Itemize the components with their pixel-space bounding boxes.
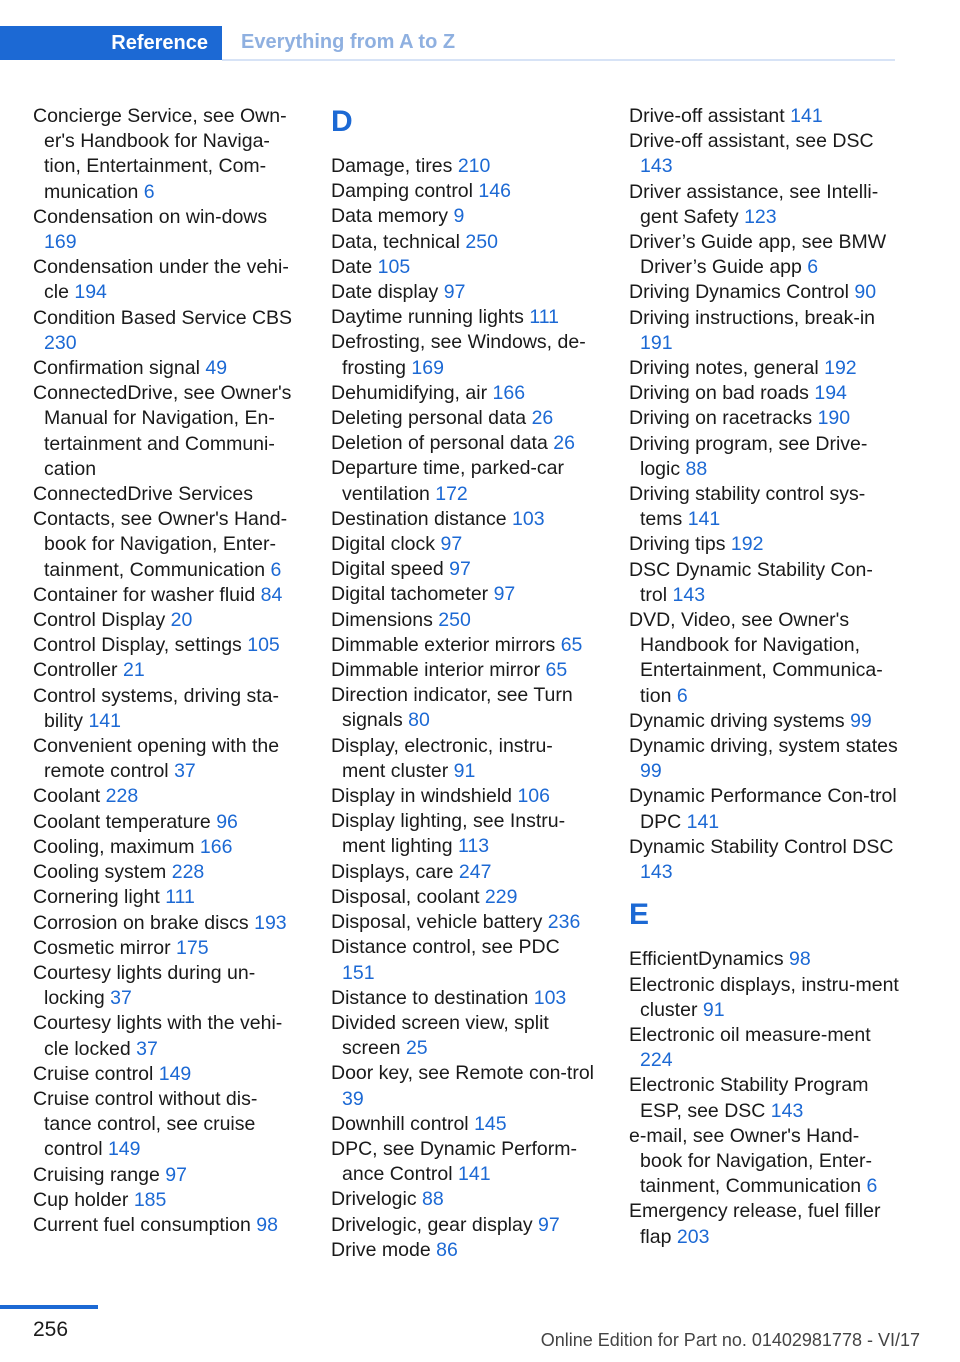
index-entry bbox=[331, 230, 596, 255]
index-entry bbox=[33, 255, 298, 305]
page-reference-link[interactable]: 228 bbox=[171, 861, 205, 884]
index-entry-text: Cosmetic mirror bbox=[33, 936, 171, 959]
page-reference-link[interactable]: 111 bbox=[529, 306, 559, 329]
index-entry-text: Distance control, see PDC bbox=[331, 936, 560, 959]
index-entry-text: Controller bbox=[33, 659, 118, 682]
index-entry-text: Driving program, see Drive-logic bbox=[629, 432, 868, 480]
index-entry bbox=[331, 582, 596, 607]
index-entry-text: Dimmable interior mirror bbox=[331, 659, 541, 682]
page-reference-link[interactable]: 97 bbox=[165, 1163, 187, 1186]
index-entry-text: Control systems, driving sta-bility bbox=[33, 684, 279, 732]
index-entry-text: Digital tachometer bbox=[331, 583, 489, 606]
index-entry bbox=[331, 608, 596, 633]
index-entry-text: Driving Dynamics Control bbox=[629, 281, 849, 304]
index-entry-text: Drive-off assistant, see DSC bbox=[629, 130, 874, 153]
index-entry bbox=[33, 356, 298, 381]
index-entry bbox=[33, 936, 298, 961]
page-reference-link[interactable]: 96 bbox=[216, 810, 238, 833]
index-entry bbox=[629, 180, 899, 230]
index-entry-text: Disposal, coolant bbox=[331, 885, 480, 908]
index-entry bbox=[331, 860, 596, 885]
index-entry bbox=[331, 456, 596, 506]
index-entry-text: Dimmable exterior mirrors bbox=[331, 633, 556, 656]
page-reference-link[interactable]: 6 bbox=[676, 684, 688, 707]
page-number: 256 bbox=[33, 1318, 69, 1341]
page-reference-link[interactable]: 175 bbox=[176, 936, 209, 959]
index-entry-text: Disposal, vehicle battery bbox=[331, 911, 543, 934]
index-entry-text: Damage, tires bbox=[331, 155, 453, 177]
index-entry bbox=[331, 280, 596, 305]
page-reference-link[interactable]: 149 bbox=[107, 1138, 141, 1161]
chapter-title: Everything from A to Z bbox=[241, 31, 456, 53]
index-entry bbox=[331, 1061, 596, 1111]
index-entry bbox=[629, 280, 899, 305]
index-entry-text: Dehumidifying, air bbox=[331, 381, 488, 404]
page-reference-link[interactable]: 86 bbox=[436, 1238, 458, 1261]
page-reference-link[interactable]: 97 bbox=[493, 583, 516, 606]
page-reference-link[interactable]: 97 bbox=[443, 281, 466, 304]
index-entry-text: Date bbox=[331, 255, 373, 278]
index-entry-text: DSC Dynamic Stability Con-trol bbox=[629, 558, 873, 606]
page-reference-link[interactable]: 91 bbox=[453, 759, 476, 782]
index-entry-text: Driving notes, general bbox=[629, 357, 819, 380]
page-reference-link[interactable]: 192 bbox=[730, 533, 764, 556]
index-entry bbox=[331, 330, 596, 380]
index-entry-text: Driving on bad roads bbox=[629, 382, 809, 405]
index-entry-text: Deletion of personal data bbox=[331, 432, 548, 455]
page-reference-link[interactable]: 192 bbox=[824, 357, 857, 380]
index-entry bbox=[331, 633, 596, 658]
index-entry bbox=[629, 947, 899, 972]
page-reference-link[interactable]: 190 bbox=[817, 407, 851, 430]
page-reference-link[interactable]: 149 bbox=[158, 1062, 192, 1085]
index-entry-text: Dynamic Performance Con-trol DPC bbox=[629, 785, 897, 833]
page-reference-link[interactable]: 105 bbox=[377, 255, 411, 278]
page-reference-link[interactable]: 141 bbox=[790, 105, 823, 127]
page-reference-link[interactable]: 37 bbox=[174, 760, 196, 783]
index-entry-text: Courtesy lights during un-locking bbox=[33, 961, 256, 1010]
page-reference-link[interactable]: 166 bbox=[199, 835, 233, 858]
page-reference-link[interactable]: 103 bbox=[533, 986, 567, 1009]
page-reference-link[interactable]: 247 bbox=[458, 860, 492, 883]
index-entry-text: Electronic oil measure-ment bbox=[629, 1023, 871, 1046]
footer-accent-line bbox=[0, 1305, 98, 1309]
page-reference-link[interactable]: 6 bbox=[143, 180, 155, 203]
index-entry bbox=[629, 230, 899, 280]
index-entry-text: Data memory bbox=[331, 205, 449, 228]
page-reference-link[interactable]: 97 bbox=[449, 558, 471, 581]
index-entry bbox=[629, 306, 899, 356]
index-entry bbox=[33, 608, 298, 633]
page-reference-link[interactable]: 26 bbox=[553, 432, 575, 455]
index-column-3 bbox=[629, 104, 899, 1250]
index-entry bbox=[33, 1062, 298, 1087]
page-reference-link[interactable]: 193 bbox=[254, 911, 287, 934]
index-entry bbox=[33, 381, 298, 482]
page-reference-link[interactable]: 88 bbox=[422, 1188, 444, 1211]
page-reference-link[interactable]: 210 bbox=[457, 155, 491, 177]
page-reference-link[interactable]: 143 bbox=[640, 155, 673, 178]
index-entry bbox=[331, 885, 596, 910]
index-entry bbox=[331, 809, 596, 859]
index-entry bbox=[331, 1187, 596, 1212]
index-entry-text: Distance to destination bbox=[331, 986, 529, 1009]
index-entry bbox=[33, 583, 298, 608]
index-entry-text: Deleting personal data bbox=[331, 407, 527, 430]
page-reference-link[interactable]: 6 bbox=[807, 256, 819, 279]
index-entry-text: Driver assistance, see Intelli-gent Safety bbox=[629, 180, 879, 228]
index-entry bbox=[33, 885, 298, 910]
page-reference-link[interactable]: 9 bbox=[453, 205, 465, 228]
index-entry-text: Display in windshield bbox=[331, 785, 513, 808]
index-entry bbox=[331, 381, 596, 406]
index-entry-text: Dynamic driving systems bbox=[629, 709, 845, 732]
index-entry-text: Convenient opening with the remote control bbox=[33, 735, 280, 783]
index-entry bbox=[331, 431, 596, 456]
index-entry bbox=[629, 104, 899, 129]
index-entry bbox=[629, 835, 899, 885]
index-column-1 bbox=[33, 104, 298, 1238]
index-entry bbox=[331, 1112, 596, 1137]
index-entry bbox=[33, 1011, 298, 1061]
index-entry-text: Driving on racetracks bbox=[629, 407, 813, 430]
index-entry-text: Damping control bbox=[331, 180, 473, 203]
index-entry-text: Drivelogic bbox=[331, 1188, 417, 1211]
index-entry-text: e-mail, see Owner's Hand-book for Navigation, Enter-tainment, Communication bbox=[629, 1124, 872, 1198]
index-letter-heading: D bbox=[331, 105, 353, 138]
index-entry-text: Confirmation signal bbox=[33, 357, 200, 380]
page-reference-link[interactable]: 123 bbox=[744, 205, 777, 228]
page-reference-link[interactable]: 20 bbox=[170, 609, 193, 632]
page-reference-link[interactable]: 143 bbox=[672, 583, 706, 606]
page-reference-link[interactable]: 169 bbox=[44, 231, 77, 254]
index-entry bbox=[629, 129, 899, 179]
index-entry bbox=[629, 973, 899, 1023]
index-entry bbox=[33, 1087, 298, 1163]
index-entry bbox=[629, 784, 899, 834]
index-entry bbox=[33, 835, 298, 860]
page-reference-link[interactable]: 80 bbox=[408, 709, 430, 732]
page-reference-link[interactable]: 146 bbox=[478, 180, 511, 203]
index-entry bbox=[629, 1124, 899, 1200]
index-entry-text: Date display bbox=[331, 281, 439, 304]
index-entry-text: Coolant bbox=[33, 785, 101, 808]
index-entry-text: Cruise control bbox=[33, 1062, 154, 1085]
page-reference-link[interactable]: 228 bbox=[105, 785, 139, 808]
index-entry bbox=[629, 1073, 899, 1123]
index-entry bbox=[33, 658, 298, 683]
index-entry-text: Control Display, settings bbox=[33, 634, 242, 657]
index-entry-text: Condensation under the vehi-cle bbox=[33, 256, 289, 304]
index-entry bbox=[331, 1011, 596, 1061]
page-reference-link[interactable]: 37 bbox=[136, 1037, 158, 1060]
index-entry bbox=[33, 1163, 298, 1188]
index-entry-text: Electronic Stability Program ESP, see DSC bbox=[629, 1074, 869, 1122]
index-entry bbox=[331, 179, 596, 204]
page-reference-link[interactable]: 151 bbox=[342, 961, 375, 984]
page-reference-link[interactable]: 65 bbox=[545, 659, 568, 682]
index-entry-text: Cruising range bbox=[33, 1163, 160, 1186]
index-entry bbox=[33, 734, 298, 784]
index-entry bbox=[629, 406, 899, 431]
index-entry bbox=[33, 104, 298, 205]
index-entry-text: Coolant temperature bbox=[33, 810, 211, 833]
index-entry bbox=[331, 658, 596, 683]
page-reference-link[interactable]: 194 bbox=[814, 382, 847, 405]
index-entry-text: Concierge Service, see Own-er's Handbook for Naviga-tion, Entertainment, Com-munication bbox=[33, 105, 287, 203]
index-entry-text: Divided screen view, split screen bbox=[331, 1011, 549, 1060]
page-reference-link[interactable]: 39 bbox=[342, 1087, 364, 1110]
index-entry-text: Dynamic driving, system states bbox=[629, 735, 898, 758]
index-entry bbox=[629, 432, 899, 482]
index-entry bbox=[331, 683, 596, 733]
index-entry bbox=[629, 558, 899, 608]
index-entry-text: Driver’s Guide app, see BMW Driver’s Guide app bbox=[629, 231, 887, 279]
index-entry-text: DPC, see Dynamic Perform-ance Control bbox=[331, 1137, 577, 1186]
index-column-2 bbox=[331, 104, 596, 1263]
index-entry bbox=[331, 305, 596, 330]
page-reference-link[interactable]: 105 bbox=[247, 634, 280, 657]
index-entry bbox=[331, 734, 596, 784]
page-reference-link[interactable]: 98 bbox=[789, 948, 811, 971]
page-reference-link[interactable]: 103 bbox=[512, 507, 545, 530]
index-entry bbox=[629, 381, 899, 406]
index-entry bbox=[33, 633, 298, 658]
page-reference-link[interactable]: 172 bbox=[435, 482, 468, 505]
page-reference-link[interactable]: 37 bbox=[110, 987, 132, 1010]
index-entry-text: Emergency release, fuel filler flap bbox=[629, 1200, 881, 1248]
index-entry-text: Cruise control without dis-tance control, see cruise control bbox=[33, 1087, 258, 1161]
index-entry bbox=[33, 784, 298, 809]
index-entry-text: Courtesy lights with the vehi-cle locked bbox=[33, 1012, 283, 1060]
index-entry bbox=[629, 356, 899, 381]
index-entry-text: Daytime running lights bbox=[331, 306, 524, 329]
index-entry-text: Drive mode bbox=[331, 1238, 431, 1261]
page-reference-link[interactable]: 111 bbox=[165, 886, 195, 909]
page-reference-link[interactable]: 6 bbox=[866, 1175, 878, 1198]
page-reference-link[interactable]: 65 bbox=[560, 633, 583, 656]
index-entry bbox=[629, 734, 899, 784]
page-reference-link[interactable]: 143 bbox=[770, 1099, 804, 1122]
index-entry-text: Cornering light bbox=[33, 886, 160, 909]
page-header bbox=[0, 0, 895, 62]
page-reference-link[interactable]: 97 bbox=[538, 1213, 560, 1236]
index-entry-text: Cup holder bbox=[33, 1188, 129, 1211]
index-entry-text: Direction indicator, see Turn signals bbox=[331, 684, 573, 732]
index-entry-text: Condition Based Service CBS bbox=[33, 306, 293, 329]
page-reference-link[interactable]: 141 bbox=[88, 709, 121, 732]
index-entry bbox=[629, 532, 899, 557]
index-entry bbox=[331, 986, 596, 1011]
index-entry-text: Dynamic Stability Control DSC bbox=[629, 835, 894, 858]
index-entry bbox=[331, 935, 596, 985]
index-entry bbox=[629, 1199, 899, 1249]
page-reference-link[interactable]: 230 bbox=[44, 331, 77, 354]
index-entry bbox=[33, 306, 298, 356]
index-entry-text: Digital speed bbox=[331, 558, 444, 581]
index-entry-text: Contacts, see Owner's Hand-book for Navigation, Enter-tainment, Communication bbox=[33, 508, 288, 581]
index-entry bbox=[629, 709, 899, 734]
page-reference-link[interactable]: 166 bbox=[492, 381, 526, 404]
page-reference-link[interactable]: 145 bbox=[474, 1112, 507, 1135]
page-reference-link[interactable]: 98 bbox=[256, 1213, 278, 1236]
index-entry bbox=[331, 784, 596, 809]
index-entry-text: Corrosion on brake discs bbox=[33, 911, 249, 934]
index-entry bbox=[331, 204, 596, 229]
index-entry bbox=[331, 557, 596, 582]
index-entry-text: Data, technical bbox=[331, 230, 460, 253]
index-entry bbox=[33, 205, 298, 255]
index-entry bbox=[331, 1213, 596, 1238]
page-reference-link[interactable]: 90 bbox=[854, 281, 877, 304]
index-entry bbox=[331, 532, 596, 557]
index-entry-text: DVD, Video, see Owner's Handbook for Navigation, Entertainment, Communica-tion bbox=[629, 609, 883, 707]
page-reference-link[interactable]: 224 bbox=[640, 1049, 673, 1072]
index-entry bbox=[33, 1188, 298, 1213]
page-reference-link[interactable]: 49 bbox=[205, 357, 228, 380]
index-entry bbox=[331, 507, 596, 532]
index-entry-text: Driving stability control sys-tems bbox=[629, 483, 866, 531]
page-reference-link[interactable]: 99 bbox=[850, 709, 872, 732]
index-entry-text: Drive-off assistant bbox=[629, 105, 785, 127]
page-reference-link[interactable]: 91 bbox=[702, 998, 725, 1021]
index-entry bbox=[629, 1023, 899, 1073]
index-entry bbox=[331, 910, 596, 935]
page-reference-link[interactable]: 6 bbox=[270, 558, 282, 581]
header-divider bbox=[222, 59, 895, 61]
page-reference-link[interactable]: 25 bbox=[405, 1037, 428, 1060]
section-gap bbox=[629, 885, 899, 897]
index-entry bbox=[331, 406, 596, 431]
index-entry-text: Digital clock bbox=[331, 533, 436, 556]
index-entry-text: Driving instructions, break-in bbox=[629, 306, 876, 329]
index-entry-text: EfficientDynamics bbox=[629, 948, 784, 971]
page-reference-link[interactable]: 236 bbox=[547, 911, 581, 934]
page-reference-link[interactable]: 141 bbox=[458, 1163, 491, 1186]
index-entry-text: Cooling system bbox=[33, 861, 167, 884]
page-reference-link[interactable]: 84 bbox=[260, 583, 283, 606]
index-entry-text: Display, electronic, instru-ment cluster bbox=[331, 734, 553, 782]
index-entry bbox=[629, 608, 899, 709]
index-entry bbox=[629, 482, 899, 532]
index-entry-text: Displays, care bbox=[331, 860, 454, 883]
index-entry-text: Condensation on win-dows bbox=[33, 205, 268, 228]
index-entry-text: Cooling, maximum bbox=[33, 835, 195, 858]
page-reference-link[interactable]: 203 bbox=[676, 1225, 710, 1248]
page-reference-link[interactable]: 194 bbox=[74, 281, 107, 304]
index-entry bbox=[331, 154, 596, 179]
index-entry bbox=[33, 684, 298, 734]
index-entry bbox=[33, 482, 298, 507]
index-entry bbox=[33, 507, 298, 583]
index-entry-text: Downhill control bbox=[331, 1112, 469, 1135]
page-reference-link[interactable]: 185 bbox=[133, 1188, 167, 1211]
index-entry-text: Door key, see Remote con-trol bbox=[331, 1062, 594, 1085]
page-reference-link[interactable]: 21 bbox=[122, 659, 145, 682]
page-reference-link[interactable]: 229 bbox=[484, 885, 518, 908]
page-reference-link[interactable]: 250 bbox=[465, 230, 498, 253]
index-entry-text: Electronic displays, instru-ment cluster bbox=[629, 973, 899, 1021]
index-entry-text: Departure time, parked-car ventilation bbox=[331, 457, 565, 505]
index-entry-text: Defrosting, see Windows, de-frosting bbox=[331, 331, 586, 379]
page-reference-link[interactable]: 250 bbox=[438, 608, 471, 631]
index-entry-text: Control Display bbox=[33, 609, 166, 632]
page-reference-link[interactable]: 141 bbox=[686, 810, 720, 833]
index-entry-text: Destination distance bbox=[331, 507, 507, 530]
index-letter-heading: E bbox=[629, 898, 650, 932]
index-entry-text: Current fuel consumption bbox=[33, 1213, 251, 1236]
index-entry-text: Container for washer fluid bbox=[33, 583, 256, 606]
index-entry-text: Driving tips bbox=[629, 533, 726, 556]
index-entry bbox=[33, 961, 298, 1011]
index-entry bbox=[33, 1213, 298, 1238]
index-entry-text: Dimensions bbox=[331, 608, 433, 631]
page-reference-link[interactable]: 26 bbox=[531, 407, 554, 430]
page-reference-link[interactable]: 113 bbox=[458, 835, 490, 858]
page-reference-link[interactable]: 141 bbox=[687, 508, 721, 531]
index-entry-text: ConnectedDrive, see Owner's Manual for Navigation, En-tertainment and Communi-cation bbox=[33, 382, 292, 480]
index-entry bbox=[33, 911, 298, 936]
page-reference-link[interactable]: 99 bbox=[640, 760, 662, 783]
edition-note: Online Edition for Part no. 01402981778 - VI/17 bbox=[540, 1330, 920, 1350]
index-entry-text: Drivelogic, gear display bbox=[331, 1213, 533, 1236]
page-reference-link[interactable]: 143 bbox=[640, 861, 673, 884]
index-entry bbox=[33, 810, 298, 835]
page-reference-link[interactable]: 88 bbox=[685, 457, 708, 480]
page-reference-link[interactable]: 191 bbox=[640, 331, 673, 354]
index-entry bbox=[331, 1137, 596, 1187]
page-reference-link[interactable]: 106 bbox=[517, 785, 550, 808]
index-entry-text: Display lighting, see Instru-ment lighting bbox=[331, 810, 566, 858]
page-reference-link[interactable]: 169 bbox=[411, 356, 444, 379]
page-reference-link[interactable]: 97 bbox=[440, 533, 463, 556]
index-entry bbox=[331, 1238, 596, 1263]
index-entry bbox=[33, 860, 298, 885]
index-entry-text: ConnectedDrive Services bbox=[33, 483, 254, 506]
index-entry bbox=[331, 255, 596, 280]
section-tab: Reference bbox=[0, 26, 222, 60]
